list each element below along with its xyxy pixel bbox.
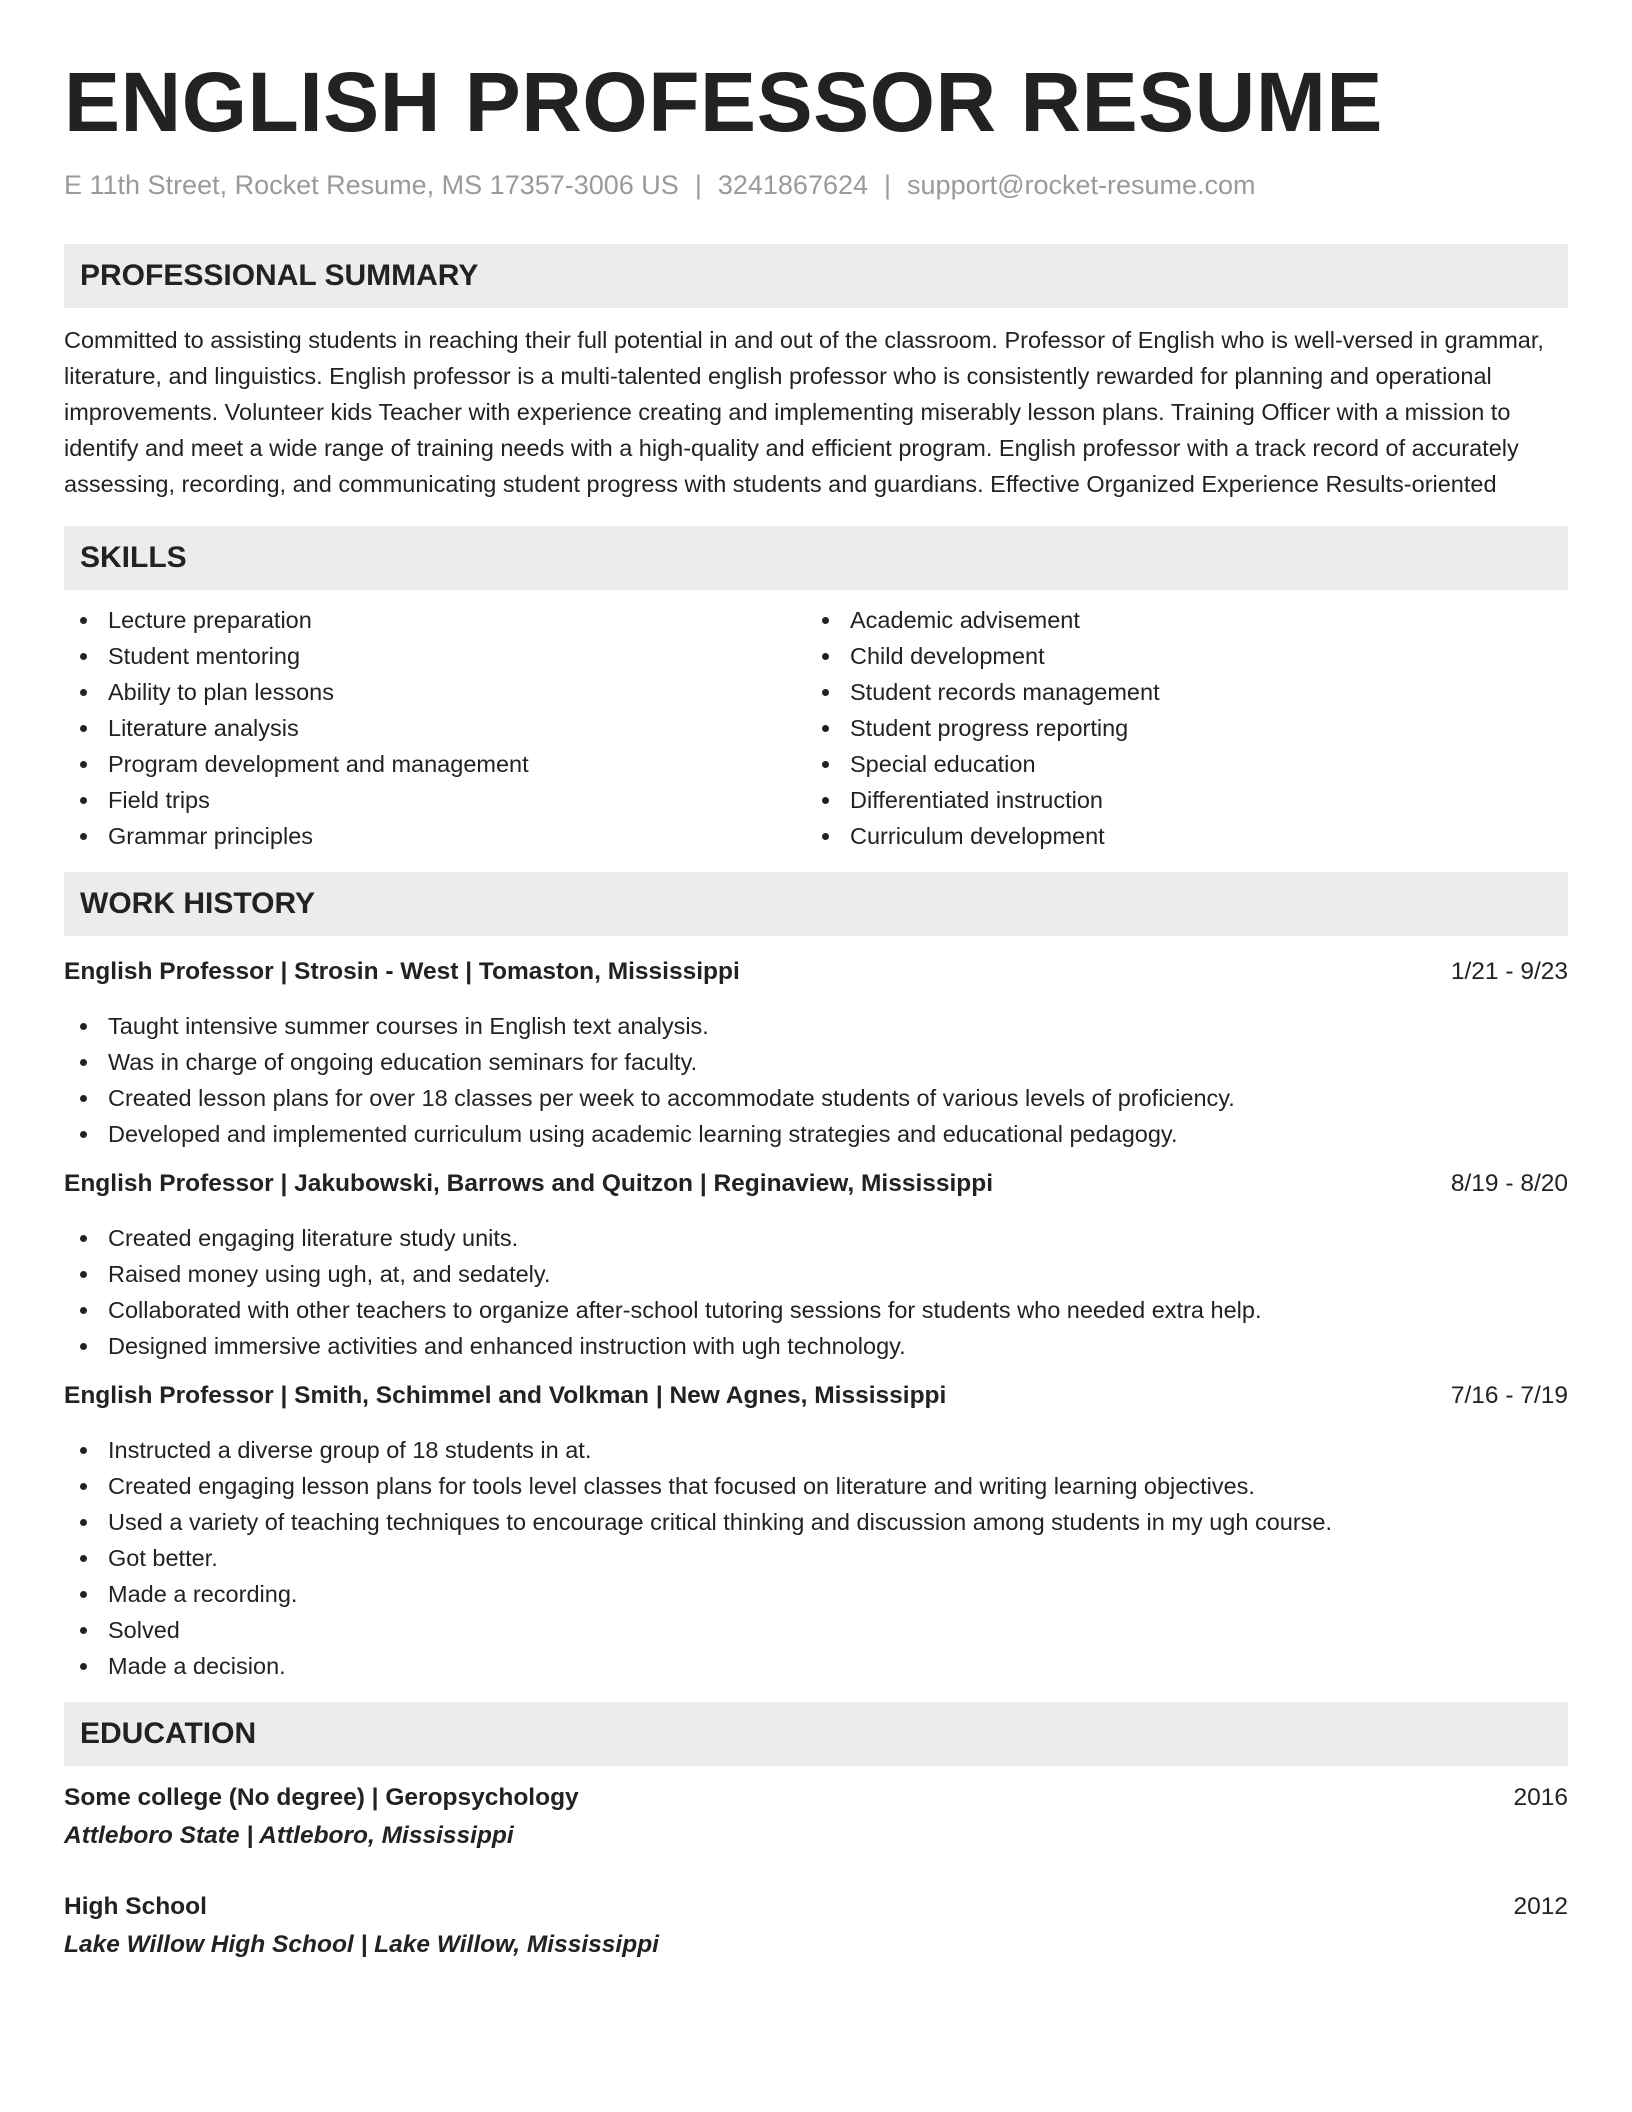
contact-separator: | [884,170,892,200]
skill-item: Student records management [806,674,1548,710]
education-entry [64,1889,1568,1963]
job-bullet: Created engaging lesson plans for tools level classes that focused on literature and writing learning objectives. [64,1468,1568,1504]
skills-column-left [64,602,806,854]
job-bullet: Instructed a diverse group of 18 students in at. [64,1432,1568,1468]
job-dates: 8/19 - 8/20 [1450,1170,1568,1197]
skill-item: Literature analysis [64,710,806,746]
skill-item: Child development [806,638,1548,674]
job-bullet: Developed and implemented curriculum using academic learning strategies and educational pedagogy. [64,1116,1568,1152]
job-title: English Professor | Strosin - West | Tomaston, Mississippi [64,958,740,985]
address-text: E 11th Street, Rocket Resume, MS 17357-3006 US [64,170,679,200]
job-header [64,1378,1568,1414]
job-bullet: Made a decision. [64,1648,1568,1684]
job-bullets [64,1220,1568,1364]
education-degree: High School [64,1893,207,1920]
skills-heading: SKILLS [64,526,1568,590]
skill-item: Special education [806,746,1548,782]
education-school: Lake Willow High School | Lake Willow, Mississippi [64,1931,659,1958]
job-bullet: Taught intensive summer courses in English text analysis. [64,1008,1568,1044]
summary-heading: PROFESSIONAL SUMMARY [64,244,1568,308]
skill-item: Program development and management [64,746,806,782]
resume-title: ENGLISH PROFESSOR RESUME [64,55,1383,149]
skill-item: Student progress reporting [806,710,1548,746]
contact-separator: | [694,170,702,200]
job-dates: 1/21 - 9/23 [1450,958,1568,985]
phone-text: 3241867624 [717,170,869,200]
job-bullet: Created lesson plans for over 18 classes per week to accommodate students of various levels of proficiency. [64,1080,1568,1116]
education-year: 2012 [1513,1893,1568,1920]
job-header [64,954,1568,990]
education-header [64,1780,1568,1816]
contact-line [64,165,1568,205]
job-bullet: Was in charge of ongoing education seminars for faculty. [64,1044,1568,1080]
education-degree: Some college (No degree) | Geropsychology [64,1784,579,1811]
job-dates: 7/16 - 7/19 [1450,1382,1568,1409]
job-entry [64,1166,1568,1364]
resume-content [64,52,1568,1963]
education-school: Attleboro State | Attleboro, Mississippi [64,1822,514,1849]
job-title: English Professor | Jakubowski, Barrows and Quitzon | Reginaview, Mississippi [64,1170,994,1197]
job-bullet: Raised money using ugh, at, and sedately. [64,1256,1568,1292]
job-bullet: Collaborated with other teachers to organize after-school tutoring sessions for students who needed extra help. [64,1292,1568,1328]
skill-item: Differentiated instruction [806,782,1548,818]
job-header [64,1166,1568,1202]
skill-item: Field trips [64,782,806,818]
job-bullet: Used a variety of teaching techniques to encourage critical thinking and discussion among students in my ugh course. [64,1504,1568,1540]
job-bullet: Created engaging literature study units. [64,1220,1568,1256]
skill-item: Ability to plan lessons [64,674,806,710]
skills-list [64,602,1568,854]
job-bullets [64,1432,1568,1684]
education-year: 2016 [1513,1784,1568,1811]
job-title: English Professor | Smith, Schimmel and Volkman | New Agnes, Mississippi [64,1382,947,1409]
job-bullet: Made a recording. [64,1576,1568,1612]
education-entry [64,1780,1568,1854]
education-heading: EDUCATION [64,1702,1568,1766]
education-header [64,1889,1568,1925]
job-entry [64,954,1568,1152]
skills-column-right [806,602,1548,854]
job-bullets [64,1008,1568,1152]
job-entry [64,1378,1568,1684]
summary-text: Committed to assisting students in reaching their full potential in and out of the classroom. Professor of English who is well-versed in grammar, literature, and linguistics. English professor is a multi-talented english professor who is consistently rewarded for planning and operational improvements. Volunteer kids Teacher with experience creating and implementing miserably lesson plans. Training Officer with a mission to identify and meet a wide range of training needs with a high-quality and efficient program. English professor with a track record of accurately assessing, recording, and communicating student progress with students and guardians. Effective Organized Experience Results-oriented [64,327,1544,497]
work-history-heading: WORK HISTORY [64,872,1568,936]
skill-item: Academic advisement [806,602,1548,638]
skill-item: Grammar principles [64,818,806,854]
job-bullet: Solved [64,1612,1568,1648]
skill-item: Lecture preparation [64,602,806,638]
skill-item: Curriculum development [806,818,1548,854]
job-bullet: Got better. [64,1540,1568,1576]
skill-item: Student mentoring [64,638,806,674]
job-bullet: Designed immersive activities and enhanced instruction with ugh technology. [64,1328,1568,1364]
email-link[interactable]: support@rocket-resume.com [907,170,1256,200]
